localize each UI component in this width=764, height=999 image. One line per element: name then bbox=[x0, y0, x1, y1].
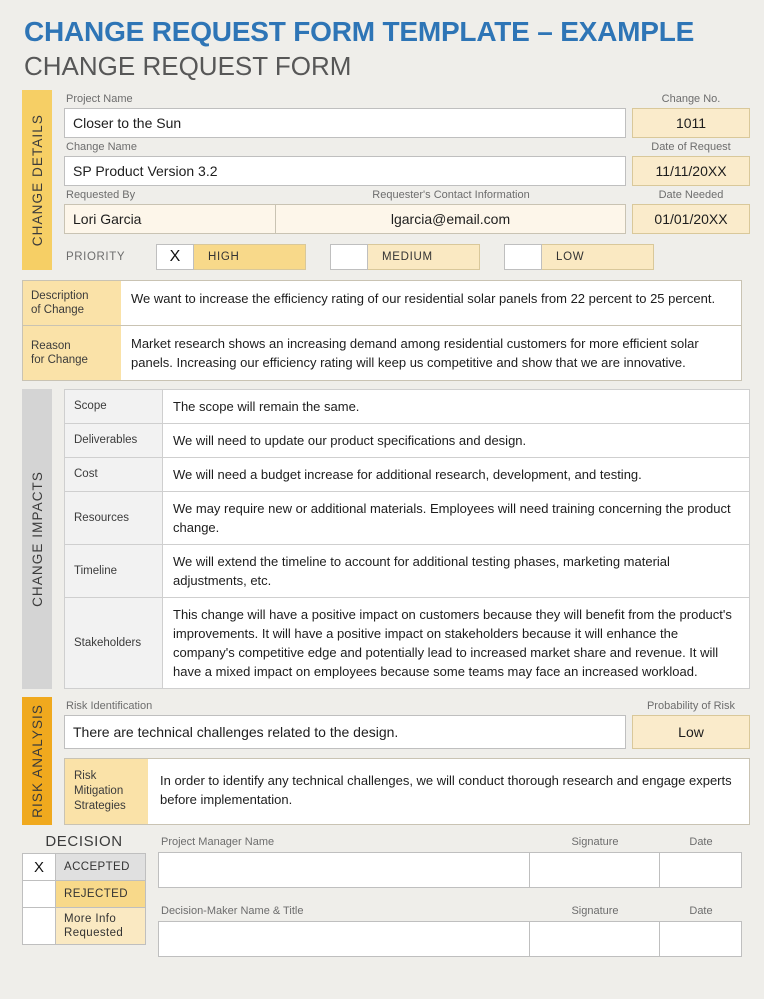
description-of-change-label bbox=[23, 281, 121, 325]
risk-mitigation-value[interactable]: In order to identify any technical challenges, we will conduct thorough research and engage experts before implementation. bbox=[160, 773, 732, 808]
change-no-input[interactable]: 1011 bbox=[632, 108, 750, 138]
change-details-body bbox=[64, 90, 750, 270]
requested-by-row bbox=[64, 186, 750, 234]
decision-maker-signature-label: Signature bbox=[571, 905, 619, 918]
risk-analysis-sidebar-label: RISK ANALYSIS bbox=[29, 704, 45, 818]
decision-signoff-block bbox=[158, 833, 742, 957]
decision-title: DECISION bbox=[45, 833, 123, 851]
probability-of-risk-label: Probability of Risk bbox=[646, 700, 736, 713]
change-details-sidebar bbox=[22, 90, 52, 270]
risk-mitigation-label-line1: Risk bbox=[74, 770, 97, 783]
impact-resources-value[interactable]: We may require new or additional materials. Employees will need training concerning the product change. bbox=[173, 501, 731, 536]
impact-deliverables-value[interactable]: We will need to update our product specifications and design. bbox=[173, 433, 527, 449]
priority-high-label: HIGH bbox=[194, 244, 306, 270]
change-impacts-sidebar bbox=[22, 389, 52, 689]
risk-mitigation-label bbox=[65, 759, 148, 824]
project-manager-name-label: Project Manager Name bbox=[161, 836, 275, 849]
reason-for-change-value[interactable]: Market research shows an increasing demand among residential customers for more efficient solar panels. Increasing our efficiency rating will keep us competitive and show that we are innovative. bbox=[131, 336, 699, 371]
decision-maker-name-label: Decision-Maker Name & Title bbox=[161, 905, 304, 918]
project-manager-date-input[interactable] bbox=[660, 852, 742, 888]
description-of-change-row bbox=[23, 281, 741, 325]
priority-medium-checkbox[interactable] bbox=[330, 244, 368, 270]
decision-maker-name-input[interactable] bbox=[158, 921, 530, 957]
date-needed-input[interactable]: 01/01/20XX bbox=[632, 204, 750, 234]
date-needed-label: Date Needed bbox=[658, 189, 724, 202]
priority-row bbox=[64, 244, 750, 270]
reason-for-change-label-line1: Reason bbox=[31, 340, 71, 353]
priority-low-label: LOW bbox=[542, 244, 654, 270]
impact-timeline-value[interactable]: We will extend the timeline to account for additional testing phases, marketing material adjustments, etc. bbox=[173, 554, 670, 589]
project-name-label: Project Name bbox=[66, 93, 133, 106]
signoff-row-project-manager bbox=[158, 833, 742, 888]
risk-mitigation-label-line3: Strategies bbox=[74, 800, 126, 813]
impact-stakeholders-label: Stakeholders bbox=[65, 598, 163, 688]
project-manager-signature-label: Signature bbox=[571, 836, 619, 849]
decision-rejected-checkbox[interactable] bbox=[23, 881, 56, 907]
change-impacts-body bbox=[64, 389, 750, 689]
table-row bbox=[65, 390, 749, 424]
risk-analysis-section bbox=[14, 697, 750, 825]
impact-cost-label: Cost bbox=[65, 458, 163, 491]
priority-label: PRIORITY bbox=[66, 251, 126, 264]
decision-more-info-label-line2: Requested bbox=[64, 927, 124, 940]
description-of-change-value[interactable]: We want to increase the efficiency rating of our residential solar panels from 22 percent to 25 percent. bbox=[131, 291, 716, 307]
impact-resources-label: Resources bbox=[65, 492, 163, 544]
decision-maker-date-label: Date bbox=[689, 905, 713, 918]
decision-options-block bbox=[22, 833, 146, 945]
decision-section bbox=[22, 833, 742, 957]
impact-cost-value[interactable]: We will need a budget increase for additional research, development, and testing. bbox=[173, 467, 642, 483]
risk-mitigation-label-line2: Mitigation bbox=[74, 785, 124, 798]
priority-option-high[interactable] bbox=[156, 244, 306, 270]
decision-more-info-label-line1: More Info bbox=[64, 913, 117, 926]
priority-low-checkbox[interactable] bbox=[504, 244, 542, 270]
table-row bbox=[65, 458, 749, 492]
page-subtitle: CHANGE REQUEST FORM bbox=[24, 51, 352, 82]
signoff-spacer bbox=[158, 888, 742, 902]
project-name-row bbox=[64, 90, 750, 138]
priority-medium-label: MEDIUM bbox=[368, 244, 480, 270]
impact-deliverables-label: Deliverables bbox=[65, 424, 163, 457]
priority-option-low[interactable] bbox=[504, 244, 654, 270]
project-manager-signature-input[interactable] bbox=[530, 852, 660, 888]
requested-by-input[interactable]: Lori Garcia bbox=[64, 204, 276, 234]
change-name-label: Change Name bbox=[66, 141, 137, 154]
signoff-row-decision-maker bbox=[158, 902, 742, 957]
date-of-request-input[interactable]: 11/11/20XX bbox=[632, 156, 750, 186]
priority-option-medium[interactable] bbox=[330, 244, 480, 270]
change-name-input[interactable]: SP Product Version 3.2 bbox=[64, 156, 626, 186]
decision-rejected-label: REJECTED bbox=[56, 881, 145, 907]
decision-option-more-info[interactable] bbox=[23, 908, 145, 945]
table-row bbox=[65, 545, 749, 598]
decision-more-info-label bbox=[56, 908, 145, 944]
requested-by-label: Requested By bbox=[66, 189, 136, 202]
change-name-row bbox=[64, 138, 750, 186]
project-manager-name-input[interactable] bbox=[158, 852, 530, 888]
change-impacts-sidebar-label: CHANGE IMPACTS bbox=[29, 471, 45, 608]
probability-of-risk-input[interactable]: Low bbox=[632, 715, 750, 749]
impact-stakeholders-value[interactable]: This change will have a positive impact on customers because they will benefit from the product's improvements. It will have a positive impact on stakeholders because it will enhance the company's competitive edge and potentially lead to increased market share and revenue. It will have a mixed impact on employees because some teams may face an increased workload. bbox=[173, 607, 732, 680]
change-details-section bbox=[14, 90, 750, 270]
reason-for-change-label-line2: for Change bbox=[31, 354, 88, 367]
impact-scope-label: Scope bbox=[65, 390, 163, 423]
requester-contact-input[interactable]: lgarcia@email.com bbox=[276, 204, 626, 234]
description-of-change-label-line2: of Change bbox=[31, 304, 85, 317]
description-of-change-label-line1: Description bbox=[31, 290, 89, 303]
risk-analysis-body bbox=[64, 697, 750, 825]
change-impacts-section bbox=[14, 389, 750, 689]
decision-accepted-checkbox[interactable]: X bbox=[23, 854, 56, 880]
table-row bbox=[65, 424, 749, 458]
reason-for-change-label bbox=[23, 326, 121, 380]
requester-contact-label: Requester's Contact Information bbox=[372, 189, 530, 202]
priority-high-checkbox[interactable]: X bbox=[156, 244, 194, 270]
decision-option-accepted[interactable] bbox=[23, 854, 145, 881]
date-of-request-label: Date of Request bbox=[651, 141, 731, 154]
description-reason-table bbox=[22, 280, 742, 381]
decision-maker-signature-input[interactable] bbox=[530, 921, 660, 957]
change-details-sidebar-label: CHANGE DETAILS bbox=[29, 113, 45, 247]
project-manager-date-label: Date bbox=[689, 836, 713, 849]
change-impacts-table bbox=[64, 389, 750, 689]
change-no-label: Change No. bbox=[661, 93, 721, 106]
risk-identification-input[interactable]: There are technical challenges related to the design. bbox=[64, 715, 626, 749]
impact-timeline-label: Timeline bbox=[65, 545, 163, 597]
decision-maker-date-input[interactable] bbox=[660, 921, 742, 957]
risk-identification-row bbox=[64, 697, 750, 749]
decision-more-info-checkbox[interactable] bbox=[23, 908, 56, 944]
decision-options-table bbox=[22, 853, 146, 945]
project-name-input[interactable]: Closer to the Sun bbox=[64, 108, 626, 138]
risk-mitigation-row bbox=[64, 758, 750, 825]
page-title: CHANGE REQUEST FORM TEMPLATE – EXAMPLE bbox=[24, 16, 695, 47]
table-row bbox=[65, 492, 749, 545]
impact-scope-value[interactable]: The scope will remain the same. bbox=[173, 399, 360, 415]
decision-accepted-label: ACCEPTED bbox=[56, 854, 145, 880]
risk-analysis-sidebar bbox=[22, 697, 52, 825]
table-row bbox=[65, 598, 749, 689]
decision-option-rejected[interactable] bbox=[23, 881, 145, 908]
risk-identification-label: Risk Identification bbox=[66, 700, 153, 713]
reason-for-change-row bbox=[23, 325, 741, 380]
